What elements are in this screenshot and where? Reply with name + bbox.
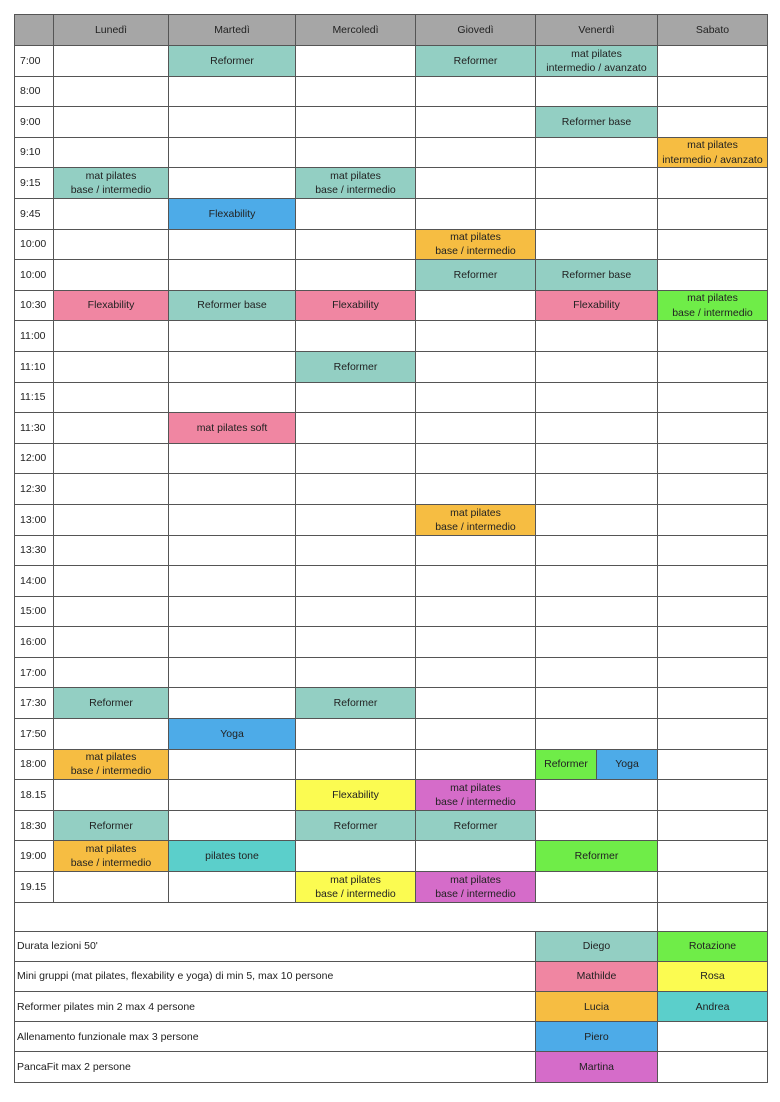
empty-slot (296, 627, 416, 658)
class-block: Flexability (296, 290, 416, 321)
empty-slot (416, 351, 536, 382)
day-header: Martedì (169, 15, 296, 46)
empty-slot (658, 260, 768, 291)
empty-slot (536, 382, 658, 413)
schedule-row (15, 535, 768, 566)
class-block: Yoga (169, 719, 296, 750)
empty-slot (536, 596, 658, 627)
empty-slot (54, 780, 169, 811)
empty-slot (536, 657, 658, 688)
empty-slot (658, 535, 768, 566)
class-block: mat pilates soft (169, 413, 296, 444)
time-cell: 17:00 (15, 657, 54, 688)
class-block: Reformer base (536, 260, 658, 291)
empty-slot (54, 260, 169, 291)
empty-slot (536, 627, 658, 658)
class-block: Reformer (416, 810, 536, 841)
empty-slot (169, 260, 296, 291)
time-cell: 11:30 (15, 413, 54, 444)
class-block: Flexability (54, 290, 169, 321)
empty-slot (416, 688, 536, 719)
class-block: mat pilates base / intermedio (296, 872, 416, 903)
class-block: Reformer (416, 46, 536, 77)
empty-slot (536, 76, 658, 107)
class-block: mat pilates base / intermedio (658, 290, 768, 321)
empty-slot (536, 780, 658, 811)
empty-slot (296, 76, 416, 107)
schedule-row (15, 413, 768, 444)
empty-slot (536, 321, 658, 352)
time-cell: 9:15 (15, 168, 54, 199)
empty-slot (296, 657, 416, 688)
empty-slot (416, 413, 536, 444)
schedule-row (15, 168, 768, 199)
time-cell: 11:10 (15, 351, 54, 382)
empty-slot (536, 229, 658, 260)
empty-slot (536, 351, 658, 382)
schedule-row (15, 688, 768, 719)
time-cell: 19:00 (15, 841, 54, 872)
empty-slot (536, 535, 658, 566)
time-cell: 10:30 (15, 290, 54, 321)
instructor-swatch: Andrea (658, 992, 768, 1022)
legend-row (15, 1022, 768, 1052)
class-block: Yoga (596, 750, 657, 780)
empty-slot (169, 596, 296, 627)
class-block: Flexability (296, 780, 416, 811)
empty-slot (658, 229, 768, 260)
empty-slot (54, 351, 169, 382)
empty-slot (54, 504, 169, 535)
empty-slot (416, 841, 536, 872)
schedule-row (15, 872, 768, 903)
empty-slot (658, 168, 768, 199)
day-header: Giovedì (416, 15, 536, 46)
empty-slot (416, 107, 536, 138)
instructor-swatch: Lucia (536, 992, 658, 1022)
empty-slot (658, 688, 768, 719)
legend-note: Mini gruppi (mat pilates, flexability e yoga) di min 5, max 10 persone (15, 961, 536, 991)
class-block: Flexability (536, 290, 658, 321)
empty-slot (416, 627, 536, 658)
empty-slot (658, 780, 768, 811)
empty-slot (169, 535, 296, 566)
schedule-row (15, 76, 768, 107)
empty-slot (54, 443, 169, 474)
schedule-row (15, 841, 768, 872)
day-header: Mercoledì (296, 15, 416, 46)
empty-slot (296, 198, 416, 229)
empty-slot (54, 657, 169, 688)
empty-slot (658, 382, 768, 413)
empty-slot (296, 443, 416, 474)
empty-slot (658, 872, 768, 903)
instructor-swatch: Rosa (658, 961, 768, 991)
schedule-row (15, 382, 768, 413)
time-cell: 13:30 (15, 535, 54, 566)
empty-slot (169, 321, 296, 352)
empty-slot (536, 719, 658, 750)
empty-slot (54, 76, 169, 107)
time-cell: 8:00 (15, 76, 54, 107)
empty-slot (296, 566, 416, 597)
empty-slot (416, 198, 536, 229)
legend-note: Reformer pilates min 2 max 4 persone (15, 992, 536, 1022)
schedule-row (15, 719, 768, 750)
empty-slot (169, 504, 296, 535)
empty-slot (296, 46, 416, 77)
time-cell: 10:00 (15, 229, 54, 260)
spacer-row (15, 902, 768, 931)
empty-slot (658, 657, 768, 688)
empty-slot (416, 535, 536, 566)
empty-slot (296, 474, 416, 505)
empty-slot (658, 351, 768, 382)
empty-slot (169, 137, 296, 168)
empty-slot (416, 657, 536, 688)
empty-slot (658, 107, 768, 138)
empty-slot (658, 76, 768, 107)
empty-slot (169, 107, 296, 138)
empty-slot (54, 46, 169, 77)
schedule-row (15, 566, 768, 597)
empty-slot (169, 474, 296, 505)
instructor-swatch: Diego (536, 931, 658, 961)
empty-slot (536, 168, 658, 199)
spacer-cell (658, 902, 768, 931)
empty-slot (658, 566, 768, 597)
legend-row (15, 1052, 768, 1082)
empty-slot (658, 719, 768, 750)
empty-slot (658, 46, 768, 77)
empty-slot (296, 749, 416, 780)
class-block: Reformer base (536, 107, 658, 138)
empty-slot (658, 443, 768, 474)
empty-slot (536, 688, 658, 719)
legend-note: Allenamento funzionale max 3 persone (15, 1022, 536, 1052)
empty-slot (54, 596, 169, 627)
empty-slot (296, 260, 416, 291)
empty-slot (536, 137, 658, 168)
empty-slot (169, 76, 296, 107)
time-cell: 15:00 (15, 596, 54, 627)
empty-slot (54, 229, 169, 260)
empty-slot (658, 413, 768, 444)
legend-note: Durata lezioni 50' (15, 931, 536, 961)
empty-slot (296, 413, 416, 444)
class-block: Reformer (296, 810, 416, 841)
empty-slot (416, 719, 536, 750)
empty-slot (658, 198, 768, 229)
empty-slot (54, 566, 169, 597)
class-block: pilates tone (169, 841, 296, 872)
spacer-cell (15, 902, 658, 931)
empty-slot (296, 382, 416, 413)
empty-slot (416, 749, 536, 780)
class-block: mat pilates base / intermedio (416, 229, 536, 260)
empty-slot (536, 810, 658, 841)
class-block: Reformer (296, 688, 416, 719)
empty-slot (296, 719, 416, 750)
empty-slot (54, 137, 169, 168)
empty-slot (416, 382, 536, 413)
time-cell: 18:00 (15, 749, 54, 780)
class-block: Reformer (416, 260, 536, 291)
schedule-row (15, 351, 768, 382)
class-block: mat pilates intermedio / avanzato (658, 137, 768, 168)
empty-slot (54, 413, 169, 444)
empty-slot (536, 504, 658, 535)
empty-slot (169, 688, 296, 719)
instructor-swatch: Mathilde (536, 961, 658, 991)
class-block: Flexability (169, 198, 296, 229)
time-cell: 13:00 (15, 504, 54, 535)
empty-slot (54, 198, 169, 229)
instructor-swatch: Rotazione (658, 931, 768, 961)
legend-empty (658, 1022, 768, 1052)
class-block: mat pilates base / intermedio (416, 504, 536, 535)
empty-slot (296, 504, 416, 535)
class-block: Reformer (54, 810, 169, 841)
empty-slot (658, 321, 768, 352)
day-header: Sabato (658, 15, 768, 46)
empty-slot (296, 535, 416, 566)
legend-body (15, 902, 768, 1082)
schedule-row (15, 46, 768, 77)
empty-slot (416, 321, 536, 352)
class-block: mat pilates intermedio / avanzato (536, 46, 658, 77)
instructor-swatch: Piero (536, 1022, 658, 1052)
time-cell: 12:30 (15, 474, 54, 505)
empty-slot (169, 749, 296, 780)
empty-slot (296, 137, 416, 168)
time-cell: 9:10 (15, 137, 54, 168)
time-cell: 12:00 (15, 443, 54, 474)
class-block: Reformer (54, 688, 169, 719)
schedule-row (15, 260, 768, 291)
time-cell: 11:15 (15, 382, 54, 413)
empty-slot (54, 627, 169, 658)
class-block: Reformer (536, 841, 658, 872)
legend-empty (658, 1052, 768, 1082)
empty-slot (296, 321, 416, 352)
empty-slot (416, 443, 536, 474)
empty-slot (536, 872, 658, 903)
empty-slot (169, 627, 296, 658)
schedule-row (15, 229, 768, 260)
schedule-row (15, 107, 768, 138)
empty-slot (536, 443, 658, 474)
empty-slot (416, 474, 536, 505)
time-cell: 14:00 (15, 566, 54, 597)
schedule-row (15, 474, 768, 505)
time-cell: 17:30 (15, 688, 54, 719)
empty-slot (169, 382, 296, 413)
empty-slot (296, 596, 416, 627)
empty-slot (658, 596, 768, 627)
class-block: Reformer (536, 750, 596, 780)
empty-slot (169, 872, 296, 903)
class-block: mat pilates base / intermedio (416, 780, 536, 811)
empty-slot (658, 841, 768, 872)
class-block: mat pilates base / intermedio (54, 749, 169, 780)
empty-slot (169, 810, 296, 841)
weekly-schedule-table (14, 14, 768, 1083)
header-row (15, 15, 768, 46)
class-block: Reformer (169, 46, 296, 77)
empty-slot (54, 872, 169, 903)
day-header: Lunedì (54, 15, 169, 46)
time-cell: 18.15 (15, 780, 54, 811)
schedule-row (15, 137, 768, 168)
schedule-row (15, 290, 768, 321)
empty-slot (296, 107, 416, 138)
empty-slot (169, 443, 296, 474)
time-cell: 17:50 (15, 719, 54, 750)
schedule-row (15, 321, 768, 352)
empty-slot (54, 107, 169, 138)
empty-slot (54, 321, 169, 352)
empty-slot (169, 168, 296, 199)
time-cell: 18:30 (15, 810, 54, 841)
time-cell: 7:00 (15, 46, 54, 77)
time-cell: 16:00 (15, 627, 54, 658)
empty-slot (169, 229, 296, 260)
empty-slot (54, 535, 169, 566)
instructor-swatch: Martina (536, 1052, 658, 1082)
empty-slot (658, 749, 768, 780)
time-cell: 9:45 (15, 198, 54, 229)
empty-slot (658, 474, 768, 505)
empty-slot (54, 719, 169, 750)
empty-slot (54, 474, 169, 505)
empty-slot (169, 351, 296, 382)
schedule-row (15, 627, 768, 658)
corner-cell (15, 15, 54, 46)
class-block: mat pilates base / intermedio (54, 168, 169, 199)
empty-slot (416, 168, 536, 199)
class-block: mat pilates base / intermedio (54, 841, 169, 872)
schedule-row (15, 443, 768, 474)
legend-row (15, 992, 768, 1022)
empty-slot (416, 290, 536, 321)
schedule-body (15, 46, 768, 903)
empty-slot (658, 627, 768, 658)
schedule-row (15, 504, 768, 535)
empty-slot (169, 780, 296, 811)
schedule-row (15, 749, 768, 780)
empty-slot (416, 566, 536, 597)
empty-slot (169, 566, 296, 597)
schedule-row (15, 780, 768, 811)
empty-slot (296, 229, 416, 260)
class-block: Reformer (296, 351, 416, 382)
empty-slot-split (536, 749, 658, 780)
empty-slot (416, 596, 536, 627)
empty-slot (536, 198, 658, 229)
empty-slot (658, 504, 768, 535)
empty-slot (416, 137, 536, 168)
empty-slot (658, 810, 768, 841)
schedule-row (15, 596, 768, 627)
schedule-row (15, 198, 768, 229)
empty-slot (536, 474, 658, 505)
empty-slot (54, 382, 169, 413)
empty-slot (536, 566, 658, 597)
legend-note: PancaFit max 2 persone (15, 1052, 536, 1082)
time-cell: 19.15 (15, 872, 54, 903)
empty-slot (416, 76, 536, 107)
class-block: mat pilates base / intermedio (416, 872, 536, 903)
time-cell: 9:00 (15, 107, 54, 138)
empty-slot (536, 413, 658, 444)
legend-row (15, 931, 768, 961)
empty-slot (169, 657, 296, 688)
schedule-row (15, 657, 768, 688)
time-cell: 10:00 (15, 260, 54, 291)
empty-slot (296, 841, 416, 872)
day-header: Venerdì (536, 15, 658, 46)
class-block: Reformer base (169, 290, 296, 321)
class-block: mat pilates base / intermedio (296, 168, 416, 199)
time-cell: 11:00 (15, 321, 54, 352)
schedule-row (15, 810, 768, 841)
legend-row (15, 961, 768, 991)
